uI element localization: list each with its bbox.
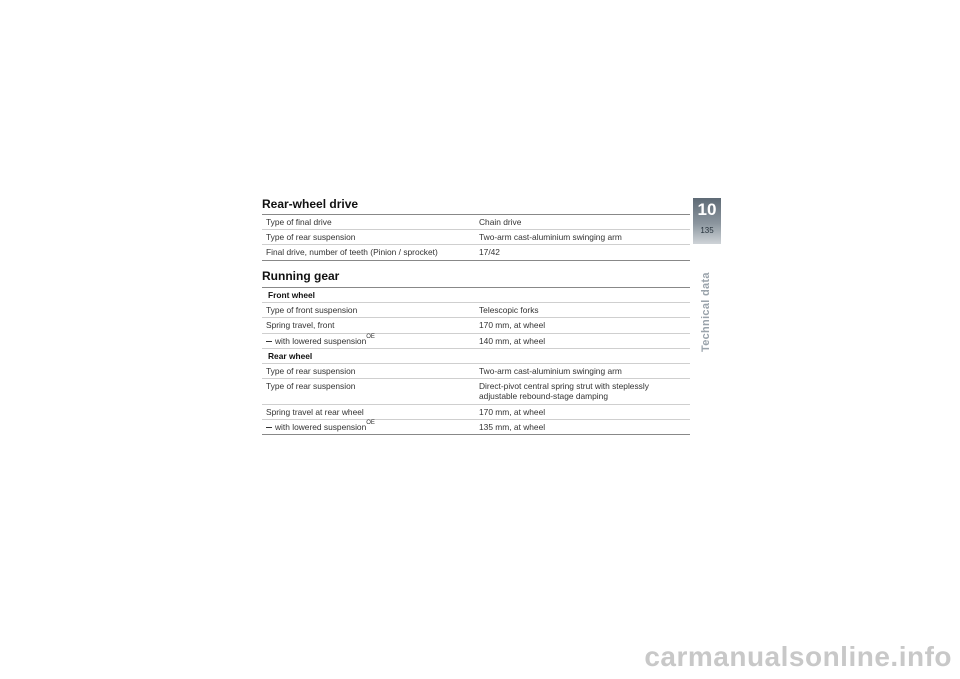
table-row [262,303,690,318]
chapter-label: Technical data [700,272,712,352]
section-title-rear-wheel-drive: Rear-wheel drive [262,197,359,211]
subheading-row [262,288,690,303]
table-row [262,404,690,419]
table-row [262,379,690,404]
row-label: Spring travel, front [262,318,475,333]
row-value: 170 mm, at wheel [475,404,690,419]
row-label-text: with lowered suspension [275,421,367,432]
table-row [262,318,690,333]
row-value: Direct-pivot central spring strut with steplessly adjustable rebound-stage damping [475,379,690,404]
row-value: 17/42 [475,245,690,260]
subheading-front-wheel: Front wheel [262,288,690,303]
row-value: 170 mm, at wheel [475,318,690,333]
table-row [262,333,690,348]
section-title-running-gear: Running gear [262,269,340,283]
dash-icon [266,341,272,342]
row-label: Type of rear suspension [262,379,475,404]
row-value: Two-arm cast-aluminium swinging arm [475,230,690,245]
row-label: Final drive, number of teeth (Pinion / sprocket) [262,245,475,260]
row-label: Type of rear suspension [262,230,475,245]
option-marker: OE [366,333,375,340]
row-value: 135 mm, at wheel [475,419,690,434]
table-row [262,364,690,379]
row-value: Telescopic forks [475,303,690,318]
running-gear-table [262,287,690,435]
page-number: 135 [700,226,714,235]
row-label: Type of rear suspension [262,364,475,379]
subheading-row [262,348,690,363]
row-label [262,333,475,348]
row-value: Chain drive [475,215,690,230]
row-label [262,419,475,434]
table-row [262,230,690,245]
table-row [262,215,690,230]
row-label-text: with lowered suspension [275,335,367,346]
row-label: Spring travel at rear wheel [262,404,475,419]
row-label: Type of front suspension [262,303,475,318]
rear-wheel-drive-table [262,214,690,261]
table-row [262,245,690,260]
row-value: 140 mm, at wheel [475,333,690,348]
chapter-number: 10 [697,200,717,219]
subheading-rear-wheel: Rear wheel [262,348,690,363]
option-marker: OE [366,419,375,426]
watermark: carmanualsonline.info [644,641,952,672]
dash-icon [266,427,272,428]
row-label: Type of final drive [262,215,475,230]
row-value: Two-arm cast-aluminium swinging arm [475,364,690,379]
chapter-tab [693,198,721,244]
table-row [262,419,690,434]
